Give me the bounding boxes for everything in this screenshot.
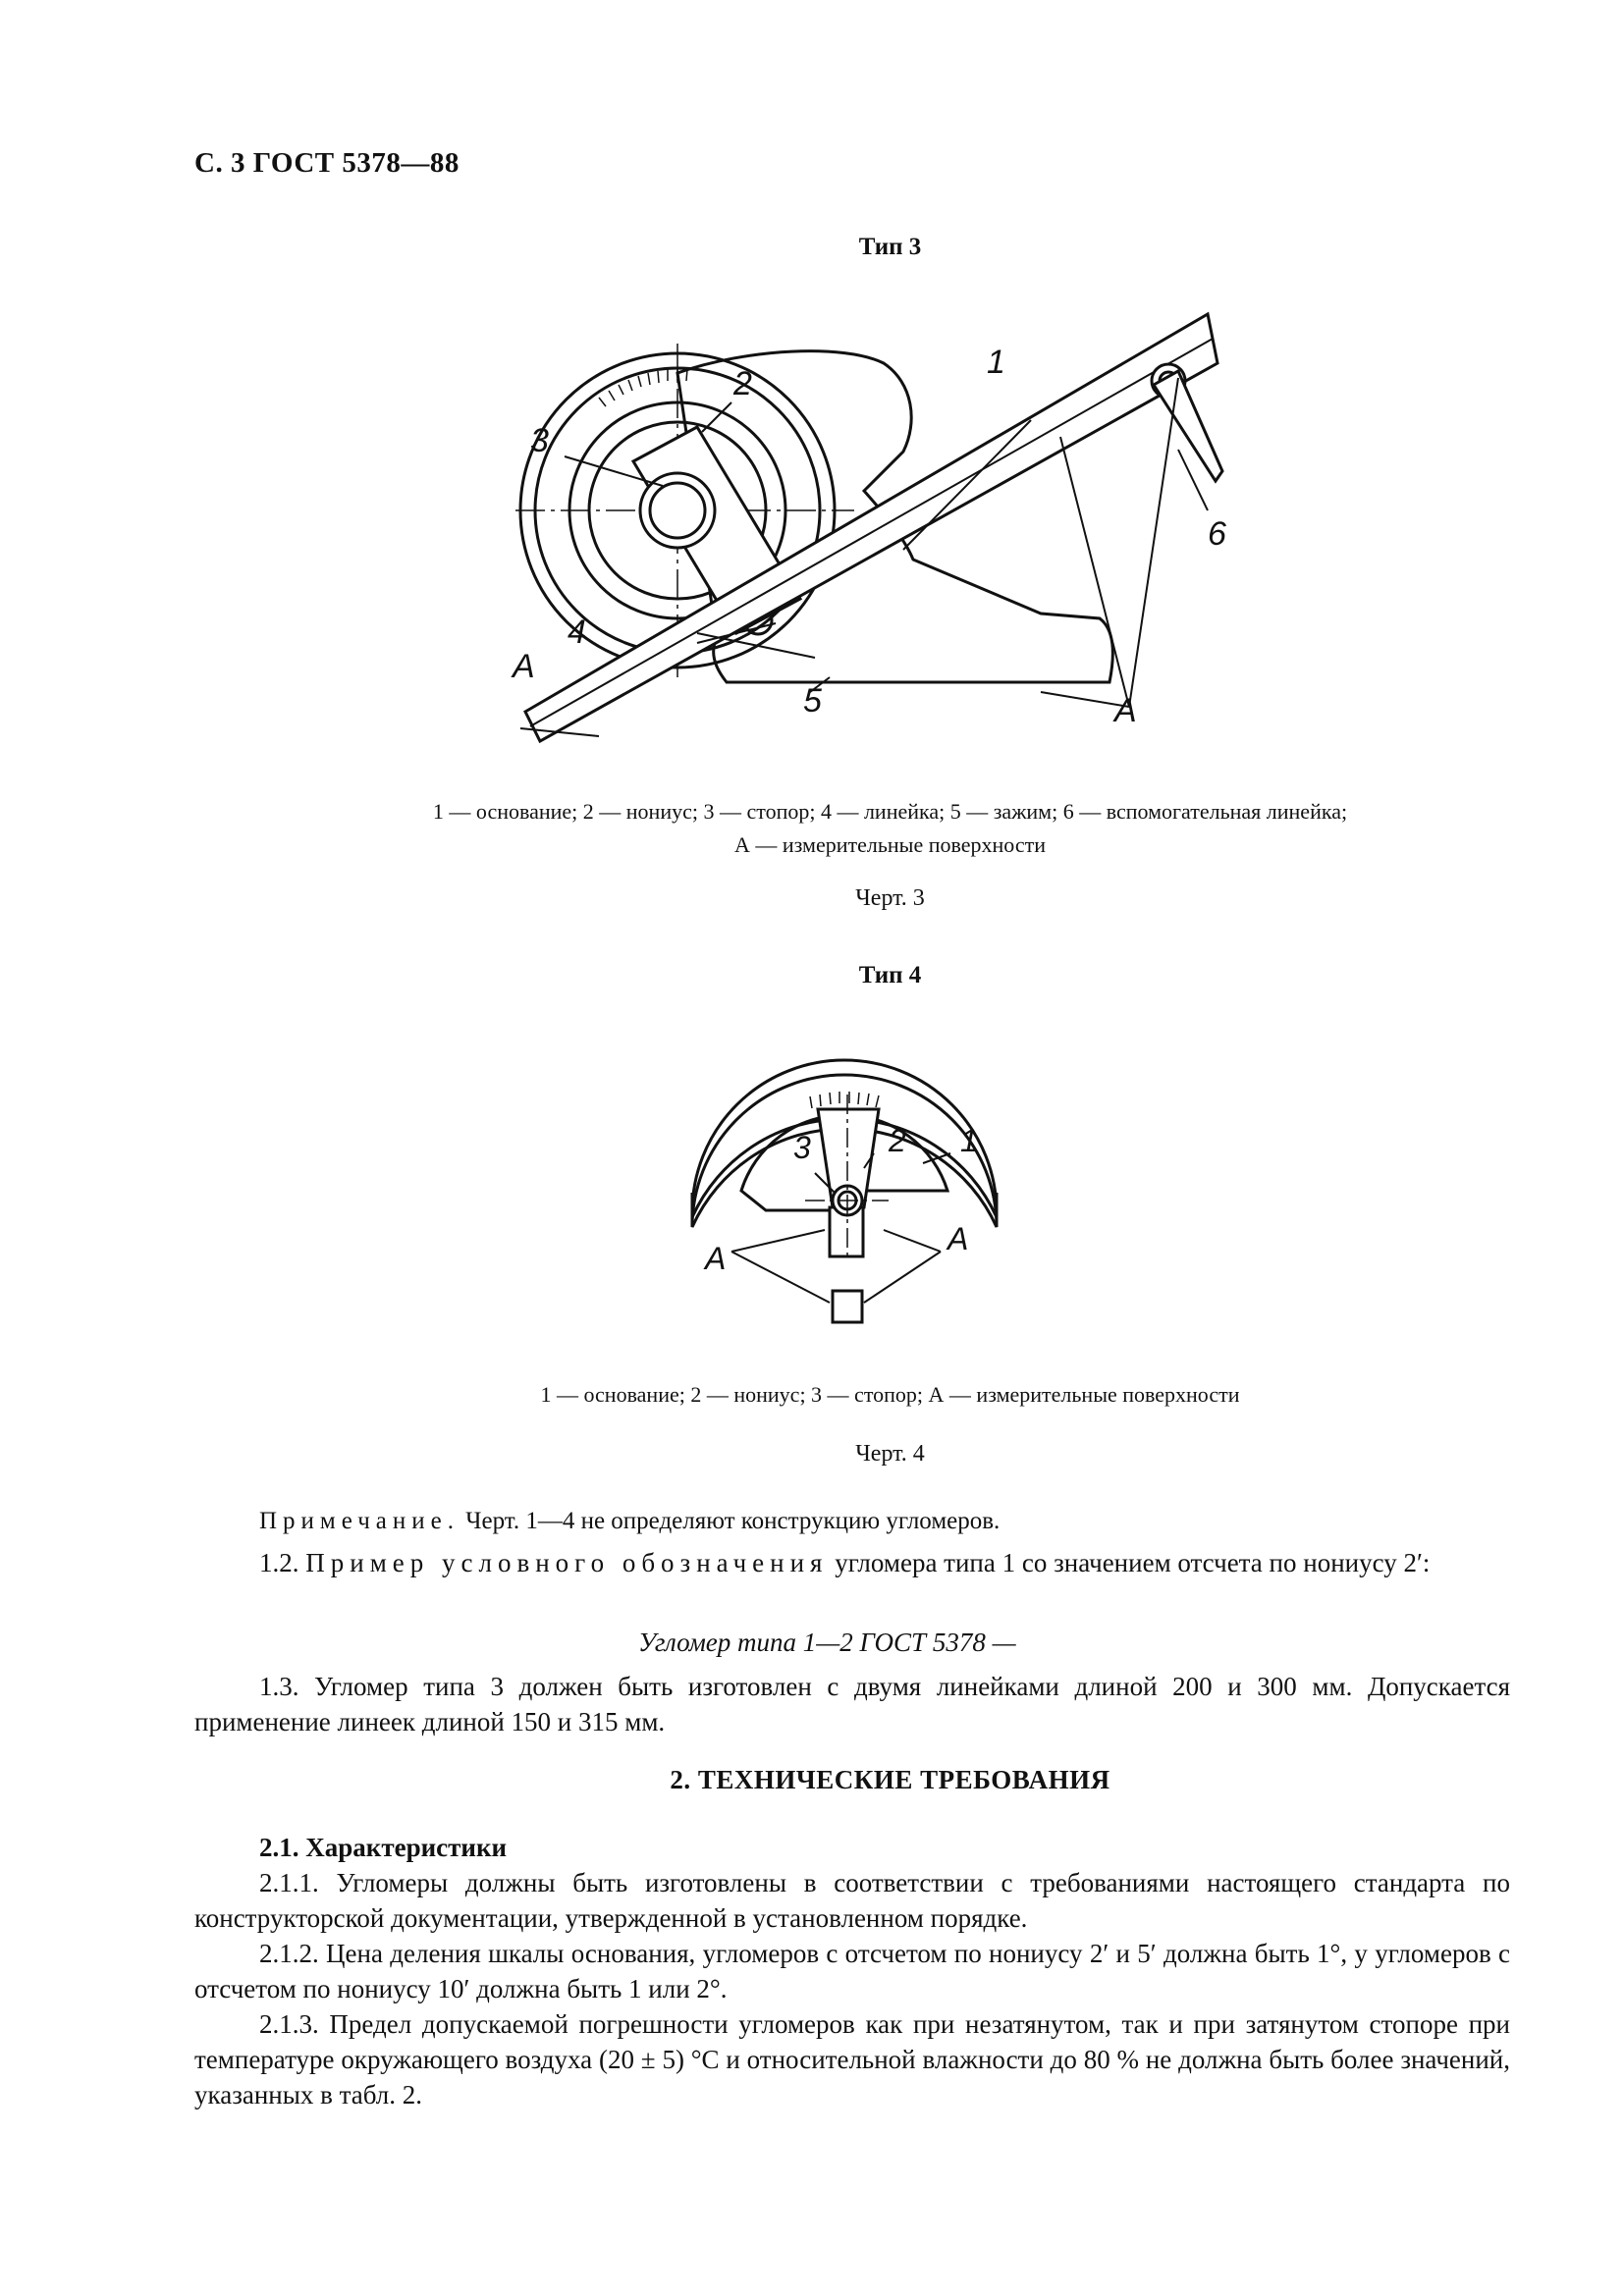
figure3-caption-line2: А — измерительные поверхности (734, 832, 1046, 857)
figure4-caption: 1 — основание; 2 — нониус; 3 — стопор; А — измерительные поверхности (540, 1382, 1240, 1407)
figure4-type-title: Тип 4 (858, 962, 922, 988)
paragraph-1-2 (194, 1545, 1510, 1580)
fig4-label-2: 2 (889, 1123, 906, 1158)
figure3-chert: Черт. 3 (855, 885, 925, 911)
page-header: С. 3 ГОСТ 5378—88 (194, 147, 460, 179)
section-2-title: 2. ТЕХНИЧЕСКИЕ ТРЕБОВАНИЯ (670, 1765, 1110, 1794)
blade (833, 1291, 862, 1322)
label-1: 1 (987, 344, 1005, 381)
paragraph-2-1-2: 2.1.2. Цена деления шкалы основания, угломеров с отсчетом по нониусу 2′ и 5′ должна быть 1°, у угломеров с отсчетом по нониусу 10′ должна быть 1 или 2°. (194, 1939, 1510, 2003)
label-a1: А (513, 648, 535, 685)
fig4-label-a2: А (947, 1221, 969, 1256)
ruler-edge (530, 339, 1213, 726)
paragraph-2-1-3: 2.1.3. Предел допускаемой погрешности угломеров как при незатянутом, так и при затянутом стопоре при температуре окружающего воздуха (20 ± 5) °С и относительной влажности до 80 % не должна быть более значений, указанных в табл. 2. (194, 2009, 1510, 2109)
label-a2: А (1114, 692, 1137, 729)
designation: Угломер типа 1—2 ГОСТ 5378 — (638, 1628, 1016, 1657)
scale-ticks (599, 368, 687, 406)
figure3-caption-line1: 1 — основание; 2 — нониус; 3 — стопор; 4 — линейка; 5 — зажим; 6 — вспомогательная линейка; (432, 799, 1348, 824)
paragraph-2-1-1: 2.1.1. Угломеры должны быть изготовлены в соответствии с требованиями настоящего стандарта по конструкторской документации, утвержденной в установленном порядке. (194, 1868, 1510, 1933)
label-4: 4 (568, 614, 586, 651)
figure4-chert: Черт. 4 (855, 1441, 925, 1467)
p12-spaced: Пример условного обозначения (305, 1548, 829, 1577)
figure3-drawing (491, 304, 1237, 746)
fig4-label-1: 1 (960, 1123, 978, 1158)
note-text: Черт. 1—4 не определяют конструкцию угломеров. (465, 1508, 1001, 1534)
figure3-type-title: Тип 3 (858, 234, 922, 260)
label-5: 5 (803, 682, 822, 720)
p12-num: 1.2. (259, 1548, 299, 1577)
note (194, 1504, 1510, 1539)
note-label: Примечание. (259, 1508, 460, 1534)
subsection-2-1: 2.1. Характеристики (259, 1833, 508, 1862)
label-6: 6 (1208, 515, 1226, 553)
figure4-drawing (677, 1036, 1051, 1330)
fig4-scale-ticks (810, 1092, 879, 1108)
ruler (525, 314, 1217, 741)
label-2: 2 (733, 365, 752, 402)
label-3: 3 (530, 422, 549, 459)
paragraph-1-3: 1.3. Угломер типа 3 должен быть изготовлен с двумя линейками длиной 200 и 300 мм. Допускается применение линеек длиной 150 и 315 мм. (194, 1672, 1510, 1736)
p12-text: угломера типа 1 со значением отсчета по нониусу 2′: (835, 1548, 1431, 1577)
aux-ruler (1154, 371, 1222, 481)
fig4-label-a1: А (705, 1241, 727, 1276)
fig4-label-3: 3 (793, 1130, 811, 1165)
